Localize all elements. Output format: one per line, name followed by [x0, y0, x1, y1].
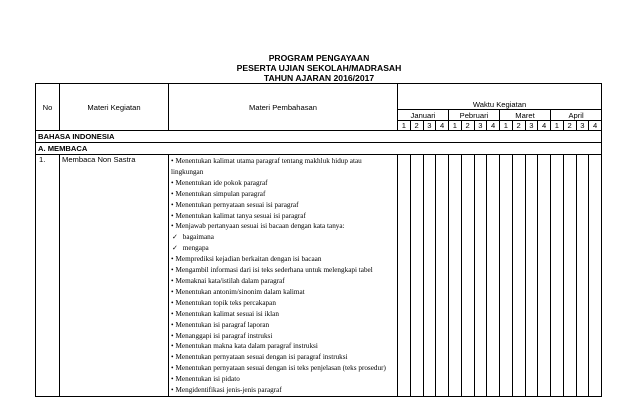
schedule-cell	[449, 155, 462, 397]
bullet-icon: •	[171, 200, 174, 209]
row-materi-pembahasan	[169, 155, 398, 397]
list-item-text: Menentukan pernyataan sesuai dengan isi paragraf instruksi	[175, 353, 348, 362]
week-number: 4	[589, 121, 602, 131]
list-item	[171, 287, 395, 298]
schedule-cell	[500, 155, 513, 397]
list-item	[171, 200, 395, 211]
list-item-text: Menentukan pernyataan sesuai isi paragraf	[175, 200, 299, 209]
bullet-icon: •	[171, 211, 174, 220]
week-number: 2	[512, 121, 525, 131]
document-title-line2: PESERTA UJIAN SEKOLAH/MADRASAH	[236, 63, 402, 73]
bullet-icon: •	[171, 178, 174, 187]
bullet-icon: •	[171, 320, 174, 329]
bullet-icon: •	[171, 287, 174, 296]
bullet-icon: •	[171, 157, 174, 165]
list-item	[171, 352, 395, 363]
bullet-icon: •	[171, 309, 174, 318]
list-item	[171, 298, 395, 309]
header-materi-kegiatan: Materi Kegiatan	[60, 84, 169, 131]
week-number: 4	[487, 121, 500, 131]
week-number: 1	[551, 121, 564, 131]
section-row	[36, 131, 602, 143]
bullet-icon: •	[171, 266, 174, 275]
header-month-pebruari: Pebruari	[449, 110, 500, 121]
list-item-text: Menentukan antonim/sinonim dalam kalimat	[175, 287, 305, 296]
bullet-icon: •	[171, 255, 174, 264]
row-materi-kegiatan: Membaca Non Sastra	[60, 155, 169, 397]
week-number: 3	[576, 121, 589, 131]
schedule-cell	[398, 155, 411, 397]
schedule-cell	[487, 155, 500, 397]
week-number: 3	[474, 121, 487, 131]
list-item-text: Menentukan kalimat tanya sesuai isi paragraf	[175, 211, 306, 220]
subsection-row	[36, 143, 602, 155]
list-item-text: Menentukan makna kata dalam paragraf instruksi	[175, 342, 318, 351]
schedule-cell	[563, 155, 576, 397]
schedule-cell	[525, 155, 538, 397]
week-number: 3	[525, 121, 538, 131]
header-waktu-kegiatan: Waktu Kegiatan	[398, 84, 602, 110]
list-item	[171, 178, 395, 189]
week-number: 3	[423, 121, 436, 131]
list-item-text: Mengambil informasi dari isi teks sederhana untuk melengkapi tabel	[175, 266, 373, 275]
subsection-title: A. MEMBACA	[36, 143, 602, 155]
header-month-januari: Januari	[398, 110, 449, 121]
schedule-cell	[474, 155, 487, 397]
bullet-icon: •	[171, 276, 174, 285]
schedule-cell	[589, 155, 602, 397]
list-item-text: Menentukan topik teks percakapan	[175, 298, 276, 307]
bullet-icon: •	[171, 353, 174, 362]
checked-sub-item	[171, 232, 395, 243]
list-item	[171, 276, 395, 287]
header-no: No	[36, 84, 60, 131]
list-item-text: bagaimana	[182, 233, 214, 242]
bullet-icon: •	[171, 298, 174, 307]
schedule-cell	[538, 155, 551, 397]
list-item	[171, 341, 395, 352]
list-item	[171, 265, 395, 276]
week-number: 1	[449, 121, 462, 131]
checked-sub-item	[171, 243, 395, 254]
list-item	[171, 254, 395, 265]
schedule-cell	[410, 155, 423, 397]
schedule-cell	[436, 155, 449, 397]
week-number: 1	[398, 121, 411, 131]
table-row	[36, 155, 602, 397]
week-number: 4	[436, 121, 449, 131]
list-item	[171, 211, 395, 222]
section-title: BAHASA INDONESIA	[36, 131, 602, 143]
list-item-text: Mengidentifikasi jenis-jenis paragraf	[175, 386, 282, 395]
header-month-maret: Maret	[500, 110, 551, 121]
bullet-icon: •	[171, 331, 174, 340]
list-item	[171, 189, 395, 200]
list-item-text: Menentukan kalimat sesuai isi iklan	[175, 309, 279, 318]
list-item-text: Menentukan isi paragraf laporan	[175, 320, 270, 329]
schedule-cell	[576, 155, 589, 397]
header-month-april: April	[551, 110, 602, 121]
list-item-text: Menentukan ide pokok paragraf	[175, 178, 268, 187]
list-item-text: Memprediksi kejadian berkaitan dengan isi bacaan	[175, 255, 322, 264]
document-title-line1: PROGRAM PENGAYAAN	[268, 53, 370, 63]
list-item-text: Memaknai kata/istilah dalam paragraf	[175, 276, 285, 285]
list-item	[171, 331, 395, 342]
week-number: 2	[563, 121, 576, 131]
list-item-text: Menentukan simpulan paragraf	[175, 189, 266, 198]
list-item	[171, 385, 395, 396]
bullet-icon: •	[171, 375, 174, 384]
document-title-line3: TAHUN AJARAN 2016/2017	[263, 73, 375, 83]
schedule-cell	[423, 155, 436, 397]
bullet-icon: •	[171, 222, 174, 231]
checkmark-icon: ✓	[172, 233, 179, 242]
list-item	[171, 309, 395, 320]
week-number: 2	[461, 121, 474, 131]
bullet-icon: •	[171, 189, 174, 198]
header-materi-pembahasan: Materi Pembahasan	[169, 84, 398, 131]
list-item	[171, 221, 395, 232]
week-number: 1	[500, 121, 513, 131]
list-item-text: Menjawab pertanyaan sesuai isi bacaan dengan kata tanya:	[175, 222, 345, 231]
bullet-icon: •	[171, 386, 174, 395]
week-number: 2	[410, 121, 423, 131]
list-item	[171, 363, 395, 374]
list-item	[171, 374, 395, 385]
list-item-text: Menentukan kalimat utama paragraf tentang makhluk hidup atau lingkungan	[171, 157, 362, 176]
list-item-text: mengapa	[182, 244, 209, 253]
list-item	[171, 320, 395, 331]
list-item-text: Menanggapi isi paragraf instruksi	[175, 331, 273, 340]
bullet-icon: •	[171, 342, 174, 351]
list-item-text: Menentukan isi pidato	[175, 375, 240, 384]
week-number: 4	[538, 121, 551, 131]
enrichment-program-table	[35, 83, 602, 397]
schedule-cell	[512, 155, 525, 397]
bullet-icon: •	[171, 364, 174, 373]
schedule-cell	[551, 155, 564, 397]
row-number: 1.	[36, 155, 60, 397]
schedule-cell	[461, 155, 474, 397]
list-item	[171, 156, 395, 178]
checkmark-icon: ✓	[172, 244, 179, 253]
list-item-text: Menentukan pernyataan sesuai dengan isi teks penjelasan (teks prosedur)	[175, 364, 386, 373]
